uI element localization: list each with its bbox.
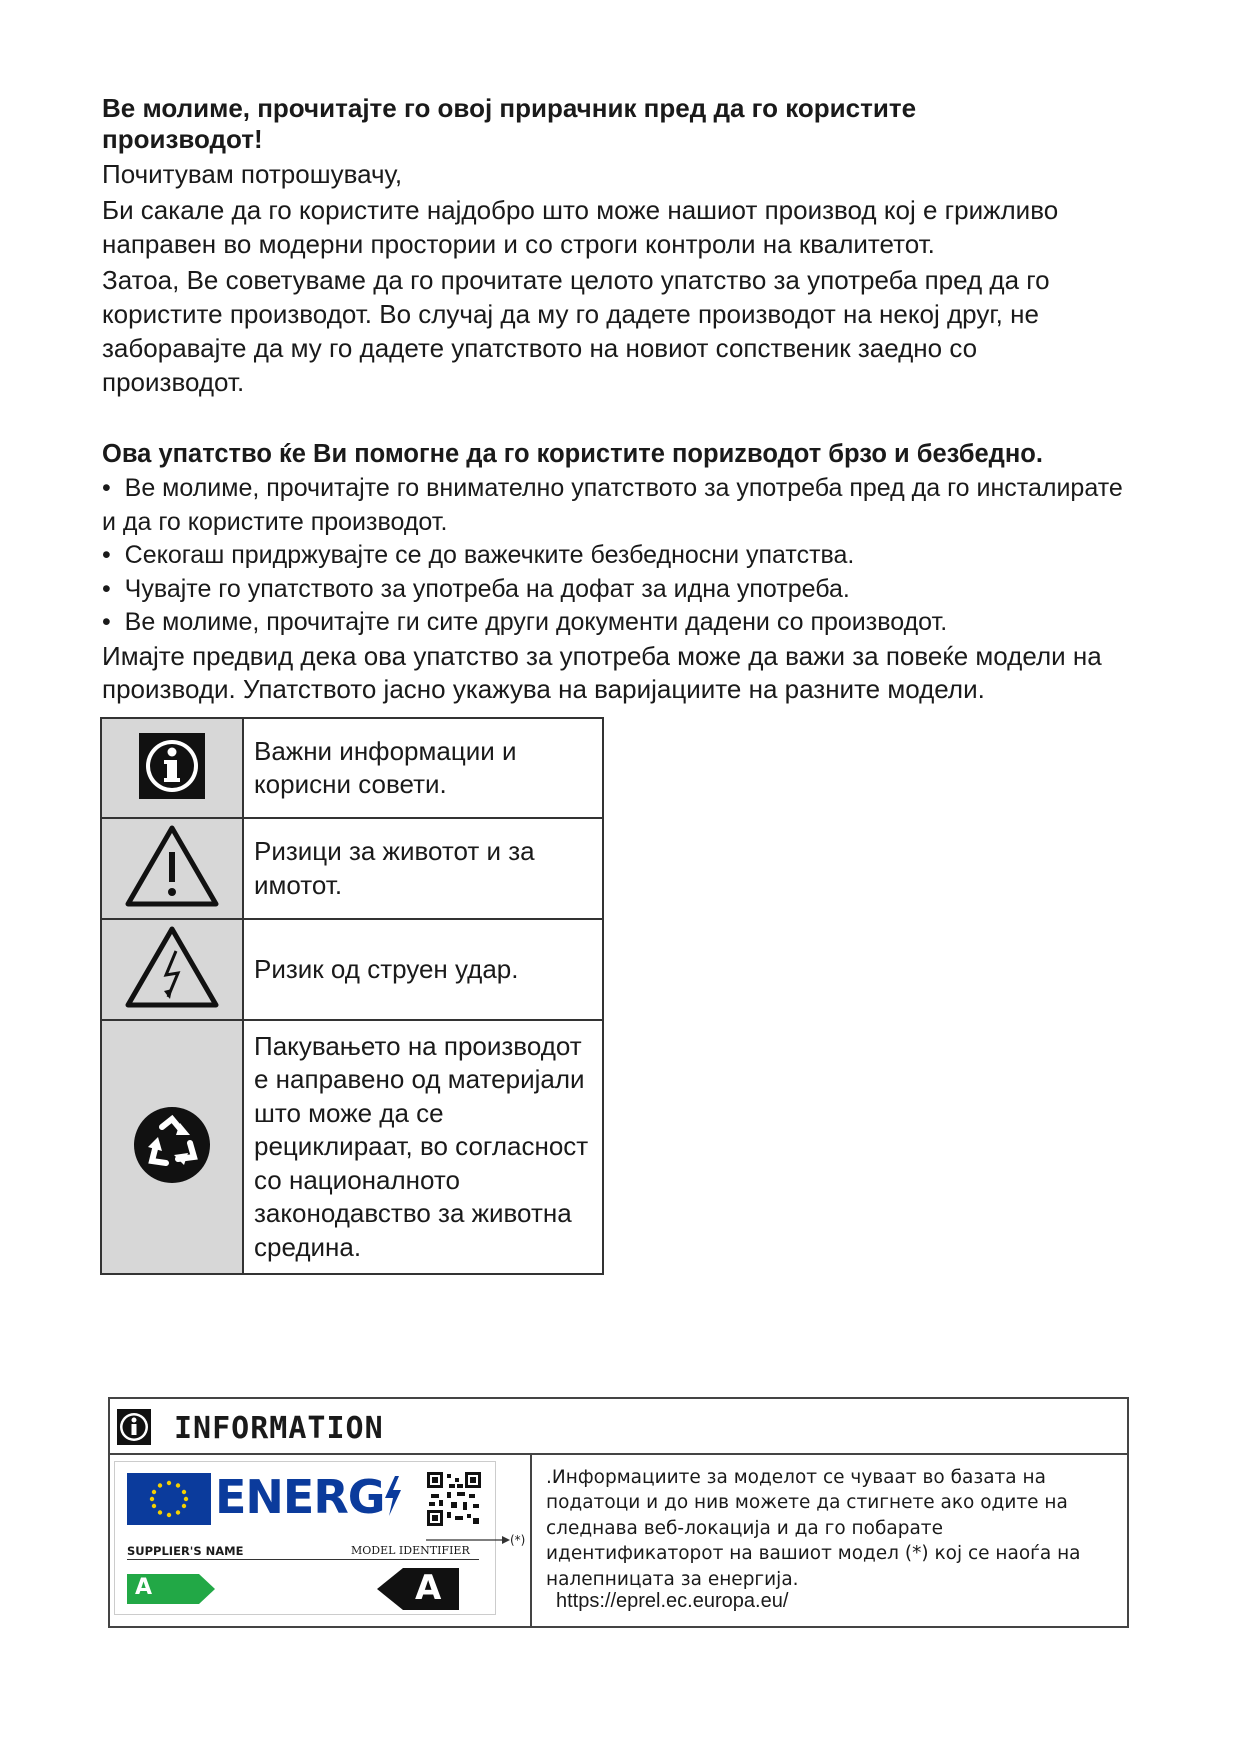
symbol-text: Ризик од струен удар. [243,919,603,1020]
pointer-arrow [426,1535,510,1545]
symbol-cell [101,818,243,919]
information-header [110,1399,1127,1455]
symbol-row [101,718,603,818]
info-icon [116,1408,152,1446]
footnote-mark: (*) [510,1533,526,1547]
symbols-table [100,717,604,1275]
symbol-row [101,919,603,1020]
qr-code-icon [427,1472,481,1526]
model-identifier: MODEL IDENTIFIER [351,1544,470,1557]
guide-heading: Ова упатство ќе Ви помогне да го користите пориzводот брзо и безбедно. [102,440,1043,468]
eu-flag-icon [127,1473,211,1525]
symbol-text: Важни информации и корисни совети. [243,718,603,818]
bullet-4: • Ве молиме, прочитајте ги сите други документи дадени со производот. [102,608,948,636]
label-divider [127,1559,479,1560]
information-box [108,1397,1129,1628]
energy-label-cell [110,1455,532,1626]
info-icon [137,731,207,801]
lightning-icon [383,1476,403,1516]
symbol-text: Ризици за животот и за имотот. [243,818,603,919]
supplier-name: SUPPLIER'S NAME [127,1544,244,1558]
energy-class-right: A [415,1568,442,1608]
intro-paragraph-1: Би сакале да го користите најдобро што може нашиот производ кој е грижливо направен во модерни простории и со строги контроли на квалитетот. [102,195,1059,259]
bullet-2: • Секогаш придржувајте се до важечките безбедносни упатства. [102,541,855,569]
intro-heading: Ве молиме, прочитајте го овој прирачник пред да го користите производот! [102,93,917,154]
bullet-3: • Чувајте го упатството за употреба на дофат за идна употреба. [102,574,850,603]
symbol-cell [101,718,243,818]
symbol-row [101,1020,603,1274]
symbol-cell [101,1020,243,1274]
bullet-1: • Ве молиме, прочитајте го внимателно упатството за употреба пред да го инсталирате и да го користите производот. [102,474,1123,536]
intro-paragraph-2: Затоа, Ве советуваме да го прочитате целото упатство за употреба пред да го користите производот. Во случај да му го дадете производот на некој друг, не заборавајте да му го дадете упатството на новиот сопственик заедно со производот. [102,265,1050,397]
information-title: INFORMATION [174,1411,384,1446]
information-text: .Информациите за моделот се чуваат во базата на податоци и до нив можете да стигнете ако одите на следнава веб-локација и да го побарате идентификаторот на вашиот модел (*) кој се наоѓа на налепницата за енергија. [546,1467,1081,1590]
energy-class-left: A [135,1575,153,1600]
recycle-icon [132,1105,212,1185]
symbol-row [101,818,603,919]
electric-shock-icon [124,925,220,1009]
eprel-link[interactable]: https://eprel.ec.europa.eu/ [556,1590,789,1612]
models-note: Имајте предвид дека ова упатство за употреба може да важи за повеќе модели на производи. Упатството јасно укажува на варијациите на разните модели. [102,640,1102,704]
symbol-text: Пакувањето на производот е направено од материјали што може да се рециклираат, во согласност со националното законодавство за животна средина. [243,1020,603,1274]
energy-logo-text: ENERG [215,1470,385,1524]
document-body [102,93,1142,707]
greeting: Почитувам потрошувачу, [102,159,403,189]
symbol-cell [101,919,243,1020]
warning-icon [124,824,220,908]
